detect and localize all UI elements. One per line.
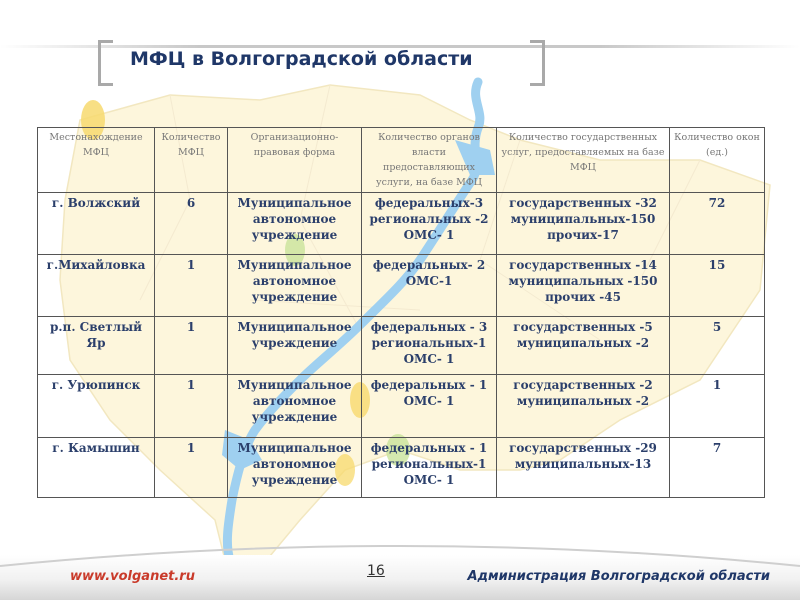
cell-windows: 5	[670, 317, 765, 375]
footer-organization: Администрация Волгоградской области	[467, 569, 770, 584]
table-row	[38, 317, 765, 375]
cell-services: государственных -2 муниципальных -2	[497, 375, 670, 438]
cell-authorities: федеральных-3 региональных -2 ОМС- 1	[362, 193, 497, 255]
table-row	[38, 438, 765, 498]
header-authorities: Количество органов власти предоставляющих услуги, на базе МФЦ	[362, 128, 497, 193]
cell-count: 1	[155, 255, 228, 317]
cell-form: Муниципальное учреждение	[228, 317, 362, 375]
header-services: Количество государственных услуг, предоставляемых на базе МФЦ	[497, 128, 670, 193]
cell-count: 1	[155, 375, 228, 438]
table-row	[38, 255, 765, 317]
slide-title: МФЦ в Волгоградской области	[130, 48, 473, 70]
cell-form: Муниципальное автономное учреждение	[228, 255, 362, 317]
header-windows: Количество окон (ед.)	[670, 128, 765, 193]
cell-count: 1	[155, 438, 228, 498]
title-bracket-right	[530, 40, 545, 86]
cell-authorities: федеральных- 2 ОМС-1	[362, 255, 497, 317]
cell-services: государственных -14 муниципальных -150 прочих -45	[497, 255, 670, 317]
table-header-row	[38, 128, 765, 193]
cell-city: г. Волжский	[38, 193, 155, 255]
cell-city: г. Урюпинск	[38, 375, 155, 438]
cell-windows: 1	[670, 375, 765, 438]
title-bracket-left	[98, 40, 113, 86]
cell-services: государственных -5 муниципальных -2	[497, 317, 670, 375]
cell-city: р.п. Светлый Яр	[38, 317, 155, 375]
cell-services: государственных -32 муниципальных-150 прочих-17	[497, 193, 670, 255]
cell-form: Муниципальное автономное учреждение	[228, 438, 362, 498]
cell-authorities: федеральных - 1 региональных-1 ОМС- 1	[362, 438, 497, 498]
footer-website-link[interactable]: www.volganet.ru	[70, 569, 195, 584]
header-location: Местонахождение МФЦ	[38, 128, 155, 193]
cell-authorities: федеральных - 3 региональных-1 ОМС- 1	[362, 317, 497, 375]
header-form: Организационно-правовая форма	[228, 128, 362, 193]
page-number[interactable]: 16	[367, 563, 385, 579]
footer-arc	[0, 538, 800, 568]
table-row	[38, 193, 765, 255]
header-count: Количество МФЦ	[155, 128, 228, 193]
cell-windows: 72	[670, 193, 765, 255]
cell-count: 6	[155, 193, 228, 255]
table-row	[38, 375, 765, 438]
cell-count: 1	[155, 317, 228, 375]
cell-form: Муниципальное автономное учреждение	[228, 193, 362, 255]
cell-services: государственных -29 муниципальных-13	[497, 438, 670, 498]
cell-form: Муниципальное автономное учреждение	[228, 375, 362, 438]
mfc-table	[37, 127, 765, 498]
cell-authorities: федеральных - 1 ОМС- 1	[362, 375, 497, 438]
cell-city: г. Камышин	[38, 438, 155, 498]
cell-windows: 7	[670, 438, 765, 498]
cell-city: г.Михайловка	[38, 255, 155, 317]
cell-windows: 15	[670, 255, 765, 317]
